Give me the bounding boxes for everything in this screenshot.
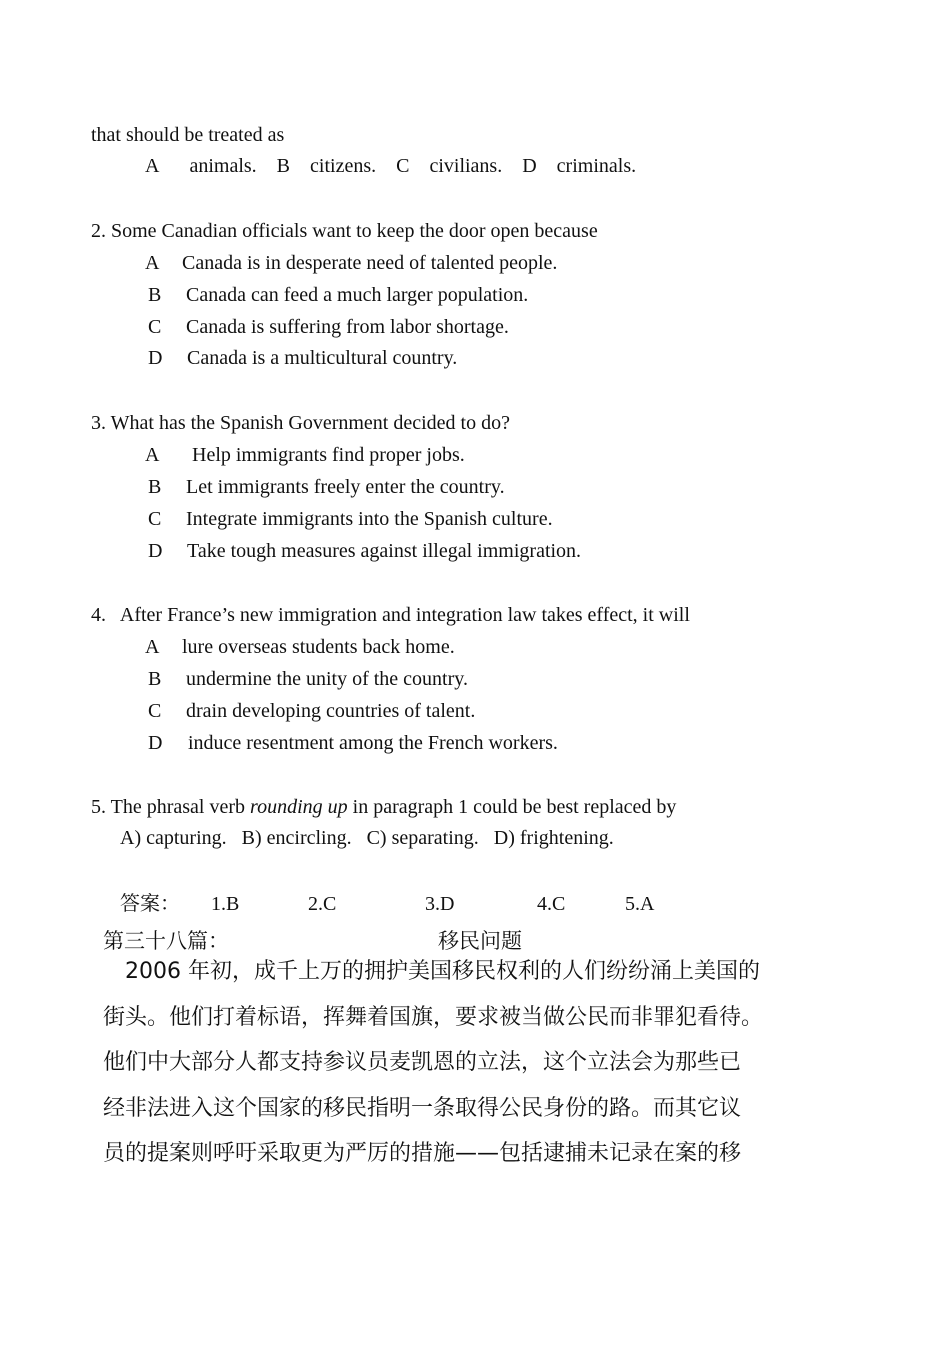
- q5-options: A) capturing. B) encircling. C) separating. D) frightening.: [120, 827, 614, 849]
- q4-stem: 4. After France’s new immigration and integration law takes effect, it will: [91, 604, 690, 626]
- answer-3: 3.D: [425, 893, 455, 915]
- chinese-paragraph: [103, 949, 823, 1177]
- q3-option-c: [148, 509, 553, 529]
- q4-option-c: [148, 701, 475, 721]
- paragraph-line: 2006 年初，成千上万的拥护美国移民权利的人们纷纷涌上美国的: [103, 959, 760, 984]
- q1-options: [145, 156, 636, 176]
- q5-stem-italic: rounding up: [250, 796, 348, 818]
- q3-option-a: [145, 445, 465, 465]
- paragraph-line: 经非法进入这个国家的移民指明一条取得公民身份的路。而其它议: [103, 1095, 742, 1121]
- q2-stem: 2. Some Canadian officials want to keep the door open because: [91, 220, 598, 242]
- q3-option-a-text: Help immigrants find proper jobs.: [192, 444, 465, 466]
- q2-option-a-text: Canada is in desperate need of talented people.: [182, 252, 558, 274]
- paragraph-line: 员的提案则呼吁采取更为严厉的措施——包括逮捕未记录在案的移: [103, 1141, 742, 1166]
- q5-stem-before: 5. The phrasal verb: [91, 796, 251, 818]
- q2-option-c-text: Canada is suffering from labor shortage.: [186, 316, 509, 338]
- q4-option-a: [145, 637, 455, 657]
- q1-option-a-letter: A: [145, 155, 160, 177]
- section-number: 第三十八篇：: [103, 929, 229, 953]
- q3-option-c-text: Integrate immigrants into the Spanish culture.: [186, 508, 553, 530]
- paragraph-line: 街头。他们打着标语，挥舞着国旗，要求被当做公民而非罪犯看待。: [103, 1004, 764, 1030]
- answer-1: 1.B: [211, 893, 240, 915]
- answer-2: 2.C: [308, 893, 337, 915]
- q3-option-d-letter: D: [148, 540, 163, 562]
- q2-option-d: [148, 348, 457, 368]
- q5-stem: [91, 797, 676, 817]
- q2-option-c: [148, 317, 509, 337]
- section-title: 移民问题: [438, 929, 522, 953]
- q3-option-c-letter: C: [148, 508, 162, 530]
- answer-4: 4.C: [537, 893, 566, 915]
- q1-option-c-text: civilians.: [429, 155, 503, 177]
- q3-option-b: [148, 477, 505, 497]
- answer-label: 答案：: [120, 891, 180, 915]
- answer-5: 5.A: [625, 893, 655, 915]
- q4-option-b-letter: B: [148, 668, 162, 690]
- q4-option-b-text: undermine the unity of the country.: [186, 668, 468, 690]
- q2-option-a: [145, 253, 557, 273]
- q1-option-b-text: citizens.: [310, 155, 377, 177]
- q4-option-d-letter: D: [148, 732, 163, 754]
- q2-option-b-text: Canada can feed a much larger population.: [186, 284, 529, 306]
- q2-option-c-letter: C: [148, 316, 162, 338]
- q2-option-d-text: Canada is a multicultural country.: [187, 347, 458, 369]
- q3-option-d: [148, 541, 581, 561]
- q1-option-b-letter: B: [276, 155, 291, 177]
- answer-key: [120, 893, 654, 914]
- q2-option-a-letter: A: [145, 252, 160, 274]
- q3-stem: 3. What has the Spanish Government decided to do?: [91, 412, 510, 434]
- paragraph-line: 他们中大部分人都支持参议员麦凯恩的立法，这个立法会为那些已: [103, 1050, 742, 1075]
- q1-option-d-letter: D: [522, 155, 537, 177]
- q5-stem-after: in paragraph 1 could be best replaced by: [347, 796, 677, 818]
- q4-option-b: [148, 669, 468, 689]
- q3-option-d-text: Take tough measures against illegal immigration.: [187, 540, 582, 562]
- q4-option-d-text: induce resentment among the French workers.: [188, 732, 558, 754]
- q4-option-c-letter: C: [148, 700, 162, 722]
- q2-option-d-letter: D: [148, 347, 163, 369]
- q1-stem: that should be treated as: [91, 124, 285, 146]
- q3-option-b-letter: B: [148, 476, 162, 498]
- q1-option-a-text: animals.: [189, 155, 257, 177]
- q3-option-a-letter: A: [145, 444, 160, 466]
- q2-option-b: [148, 285, 528, 305]
- q1-option-d-text: criminals.: [556, 155, 637, 177]
- q4-option-d: [148, 733, 558, 753]
- q4-option-a-text: lure overseas students back home.: [182, 636, 455, 658]
- q1-option-c-letter: C: [396, 155, 410, 177]
- q4-option-c-text: drain developing countries of talent.: [186, 700, 476, 722]
- q2-option-b-letter: B: [148, 284, 162, 306]
- q4-option-a-letter: A: [145, 636, 160, 658]
- q3-option-b-text: Let immigrants freely enter the country.: [186, 476, 505, 498]
